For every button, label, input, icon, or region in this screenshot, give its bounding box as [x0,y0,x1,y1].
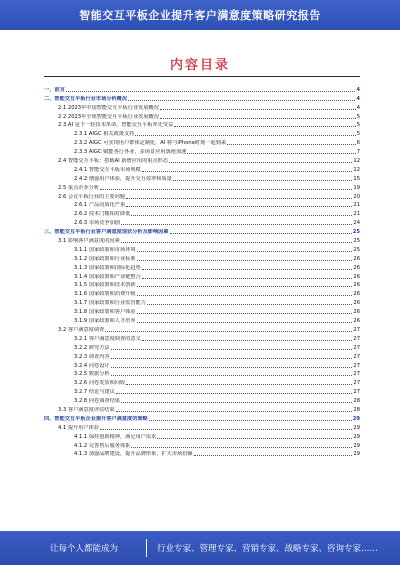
toc-leader-dots [126,198,352,199]
toc-entry-page: 5 [356,131,360,138]
toc-entry-label: 4.1.2 完善售后服务体系 [74,442,131,449]
toc-entry-page: 28 [353,406,360,413]
toc-entry-page: 4 [356,104,360,111]
toc-entry[interactable] [44,377,360,386]
toc-entry-page: 7 [356,149,360,156]
toc-entry[interactable] [44,342,360,351]
report-title: 智能交互平板企业提升客户满意度策略研究报告 [79,9,321,22]
toc-entry-label: 2.3.1 AIGC 相关政策支持 [74,131,135,138]
toc-entry[interactable] [44,395,360,404]
toc-leader-dots [66,91,356,92]
toc-leader-dots [100,189,352,190]
toc-leader-dots [160,109,356,110]
toc-entry-page: 27 [353,380,360,387]
toc-entry[interactable] [44,386,360,395]
toc-entry-page: 24 [353,220,360,227]
toc-entry[interactable] [44,120,360,129]
toc-entry-page: 12 [353,166,360,173]
toc-leader-dots [142,171,353,172]
toc-entry-page: 5 [356,113,360,120]
toc-leader-dots [121,224,352,225]
toc-entry-label: 3.1.9 国家政策和人才培养 [74,318,136,325]
toc-entry-page: 29 [353,451,360,458]
toc-entry-label: 2.4 智能交互平板：搭载AI 新增应用的重点形态 [58,158,169,165]
toc-heading: 内容目录 [169,58,230,73]
toc-entry-page: 27 [353,371,360,378]
toc-leader-dots [137,286,353,287]
toc-entry[interactable] [44,146,360,155]
toc-entry-page: 26 [353,318,360,325]
toc-entry-label: 4.1.1 保持创新精神，满足用户需求 [74,433,157,440]
toc-leader-dots [137,313,353,314]
toc-entry-page: 29 [353,424,360,431]
toc-entry-label: 3.3 客户满意度评估结果 [58,406,115,413]
toc-entry-label: 2.2 2023年全球智能交互平板行业发展概况 [58,113,159,120]
toc-leader-dots [135,135,355,136]
toc-entry-label: 2.3.2 AIGC 可实现用户群体定制化，AI 将与iPhone时刻一起到来 [74,140,227,147]
toc-entry[interactable] [44,413,360,422]
toc-entry-page: 21 [353,202,360,209]
toc-entry-label: 3.2.1 客户满意度调查的意义 [74,335,141,342]
toc-entry[interactable] [44,306,360,315]
toc-entry-page: 26 [353,300,360,307]
toc-entry-label: 2.1 2023年中国智能交互平板行业发展概况 [58,104,159,111]
toc-leader-dots [142,340,353,341]
toc-entry-page: 28 [353,398,360,405]
toc-entry-page: 15 [353,175,360,182]
toc-entry-page: 26 [353,309,360,316]
header-banner [0,0,400,30]
toc-entry[interactable] [44,235,360,244]
toc-leader-dots [157,438,352,439]
toc-leader-dots [142,269,353,270]
toc-entry-page: 26 [353,282,360,289]
toc-entry[interactable] [44,262,360,271]
toc-entry-page: 4 [356,86,360,93]
toc-leader-dots [149,420,352,421]
toc-leader-dots [174,126,355,127]
toc-entry[interactable] [44,288,360,297]
toc-leader-dots [173,180,353,181]
toc-entry-label: 4.1 提升用户体验 [58,424,100,431]
toc-entry-page: 25 [352,229,360,236]
toc-entry-page: 27 [353,353,360,360]
toc-entry-label: 3.2.7 结论与建议 [74,389,115,396]
toc-entry-label: 二、智能交互平板行业市场分析概况 [44,95,128,102]
toc-entry-page: 27 [353,362,360,369]
toc-entry-label: 3.2 客户满意度调查 [58,326,105,333]
toc-entry[interactable] [44,244,360,253]
toc-entry-label: 3.2.6 问卷发放和回收 [74,380,126,387]
toc-entry[interactable] [44,173,360,182]
toc-entry[interactable] [44,208,360,217]
toc-entry-page: 29 [353,442,360,449]
toc-entry-page: 12 [353,158,360,165]
toc-leader-dots [194,455,353,456]
toc-entry-page: 27 [353,326,360,333]
table-of-contents [44,84,360,457]
toc-entry-page: 26 [353,273,360,280]
toc-leader-dots [111,358,353,359]
toc-entry[interactable] [44,315,360,324]
toc-entry[interactable] [44,271,360,280]
toc-entry[interactable] [44,404,360,413]
toc-entry[interactable] [44,324,360,333]
toc-entry-label: 2.6.1 产品同质化严重 [74,202,126,209]
toc-entry-label: 2.6 会议平板行业的主要问题 [58,193,125,200]
toc-entry[interactable] [44,253,360,262]
footer-divider [146,539,147,557]
toc-entry[interactable] [44,93,360,102]
toc-entry-page: 26 [353,255,360,262]
toc-entry-page: 6 [356,140,360,147]
toc-entry[interactable] [44,191,360,200]
toc-entry-label: 2.5 重点企业分析 [58,184,100,191]
toc-entry-page: 25 [353,246,360,253]
toc-leader-dots [111,349,353,350]
footer-roles: 行业专家、管理专家、营销专家、战略专家、咨询专家…… [157,544,379,554]
toc-entry-label: 四、智能交互平板企业提升客户满意度的策略 [44,415,148,422]
toc-leader-dots [170,233,352,234]
toc-leader-dots [116,393,353,394]
toc-entry-page: 27 [353,335,360,342]
toc-entry[interactable] [44,128,360,137]
toc-leader-dots [121,242,353,243]
toc-entry[interactable] [44,449,360,458]
toc-leader-dots [128,100,355,101]
toc-entry-label: 2.6.2 技术门槛相对降低 [74,211,131,218]
toc-entry-page: 26 [353,291,360,298]
toc-leader-dots [111,367,353,368]
toc-leader-dots [137,260,353,261]
toc-leader-dots [137,251,353,252]
toc-leader-dots [121,402,352,403]
toc-entry[interactable] [44,182,360,191]
toc-entry-label: 3.2.8 问卷调查结果 [74,398,120,405]
toc-entry-label: 三、智能交互平板行业客户满意度现状分析及影响因素 [44,229,169,236]
toc-entry-page: 25 [353,238,360,245]
toc-entry-page: 27 [353,344,360,351]
toc-leader-dots [126,384,352,385]
toc-entry-page: 5 [356,122,360,129]
footer-banner [0,531,400,565]
toc-entry-page: 29 [352,415,360,422]
toc-entry-label: 3.1.7 国家政策和行业监管能力 [74,300,146,307]
toc-entry-page: 27 [353,389,360,396]
toc-leader-dots [147,304,352,305]
toc-entry[interactable] [44,164,360,173]
toc-entry-page: 21 [353,211,360,218]
toc-entry-page: 19 [353,184,360,191]
toc-entry-label: 3.1 影响客户满意度的因素 [58,238,120,245]
toc-entry[interactable] [44,369,360,378]
toc-leader-dots [142,278,353,279]
toc-entry-label: 3.2.5 数据分析 [74,371,110,378]
toc-entry[interactable] [44,333,360,342]
toc-entry-label: 3.1.3 国家政策和国际化趋势 [74,264,141,271]
toc-leader-dots [169,162,352,163]
toc-leader-dots [137,322,353,323]
toc-leader-dots [160,118,356,119]
toc-entry-page: 29 [353,433,360,440]
toc-leader-dots [100,429,352,430]
toc-entry[interactable] [44,280,360,289]
toc-leader-dots [131,215,352,216]
toc-entry-label: 3.2.4 问卷设计 [74,362,110,369]
toc-entry[interactable] [44,217,360,226]
toc-entry-label: 3.1.2 国家政策和行业标准 [74,255,136,262]
toc-entry-label: 2.4.2 增强用户体验，提升交互效率和质量 [74,175,172,182]
toc-entry-page: 20 [353,193,360,200]
toc-entry-label: 2.3 AI 是下一轮技术革命，智能交互平板率先受益 [58,122,174,129]
toc-entry[interactable] [44,422,360,431]
toc-leader-dots [187,153,355,154]
toc-entry-label: 3.2.2 研究方法 [74,344,110,351]
toc-entry-label: 3.1.5 国家政策和技术创新 [74,282,136,289]
toc-entry[interactable] [44,84,360,93]
toc-entry-label: 3.1.8 国家政策和客户体验 [74,309,136,316]
toc-entry[interactable] [44,440,360,449]
toc-entry[interactable] [44,226,360,235]
toc-leader-dots [227,144,356,145]
toc-entry-page: 4 [356,95,360,102]
footer-slogan: 让每个人都能成为 [50,544,119,554]
toc-entry[interactable] [44,102,360,111]
toc-entry[interactable] [44,351,360,360]
toc-entry-label: 2.4.1 智能交互平板市场规模 [74,166,141,173]
toc-entry[interactable] [44,137,360,146]
toc-leader-dots [111,375,353,376]
toc-leader-dots [137,295,353,296]
toc-leader-dots [116,411,353,412]
toc-leader-dots [131,447,352,448]
toc-leader-dots [126,206,352,207]
toc-entry-label: 2.3.3 AIGC 赋能各行各业，多场景应用落地加速 [74,149,187,156]
toc-entry-label: 3.1.4 国家政策和产业链整合 [74,273,141,280]
toc-entry[interactable] [44,155,360,164]
toc-entry-label: 3.1.1 国家政策和市场环境 [74,246,136,253]
toc-entry[interactable] [44,111,360,120]
toc-entry-label: 3.1.6 国家政策和消费升级 [74,291,136,298]
toc-entry[interactable] [44,360,360,369]
toc-entry[interactable] [44,431,360,440]
toc-entry-label: 3.2.3 调查内容 [74,353,110,360]
toc-entry[interactable] [44,200,360,209]
toc-entry-label: 4.1.3 加强品牌建设，提升品牌形象，扩大市场份额 [74,451,193,458]
toc-entry-label: 2.6.3 市场竞争加剧 [74,220,120,227]
toc-divider [44,76,360,77]
toc-entry[interactable] [44,297,360,306]
toc-leader-dots [105,331,352,332]
toc-entry-label: 一、前言 [44,86,65,93]
toc-entry-page: 26 [353,264,360,271]
